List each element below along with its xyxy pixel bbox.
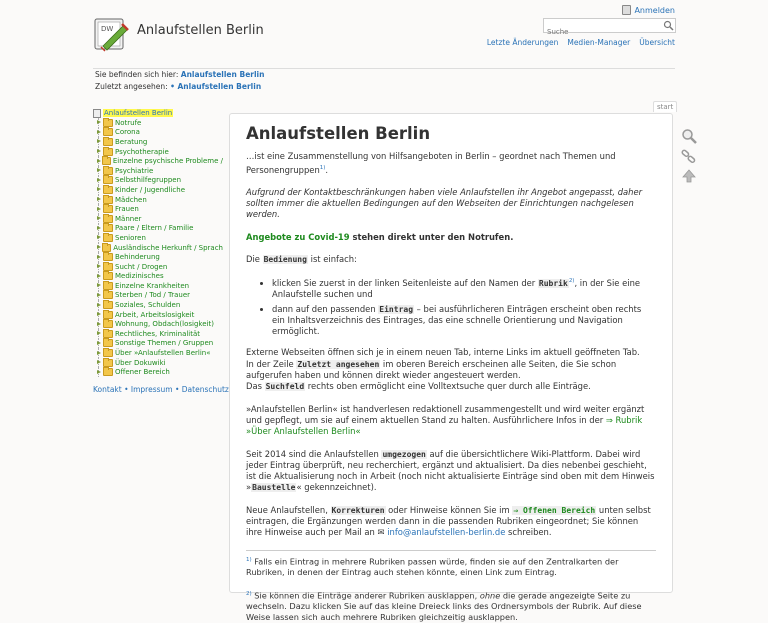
expand-triangle-icon[interactable] bbox=[96, 235, 101, 240]
folder-icon bbox=[103, 263, 113, 271]
sidebar-item[interactable] bbox=[93, 300, 223, 310]
migration-paragraph: Seit 2014 sind die Anlaufstellen umgezogen auf die übersichtlichere Wiki-Plattform. Dabei wird jeder Eintrag überprüft, neu recherchiert, ergänzt und aktualisiert. Da dies nebenbei geschieht, ist die Aktualisierung noch in Arbeit (noch nicht aktualisierte Einträge sind oben mit dem Hinweis »Baustelle« gekennzeichnet). bbox=[246, 448, 655, 493]
covid-link[interactable]: Angebote zu Covid-19 bbox=[246, 231, 350, 242]
footnote-ref-2[interactable]: 2) bbox=[568, 278, 575, 285]
about-paragraph: »Anlaufstellen Berlin« ist handverlesen redaktionell zusammengestellt und wird weiter ergänzt und gepflegt, um sie auf einem aktuellen Stand zu halten. Ausführlichere Infos in der ⇒ Rubrik »Über Anlaufstellen Berlin« bbox=[246, 403, 645, 437]
expand-triangle-icon[interactable] bbox=[96, 197, 101, 202]
sidebar-item[interactable] bbox=[93, 348, 223, 358]
expand-triangle-icon[interactable] bbox=[96, 216, 101, 221]
sidebar-item-label[interactable]: Beratung bbox=[115, 137, 148, 146]
expand-triangle-icon[interactable] bbox=[96, 207, 101, 212]
sidebar-item[interactable] bbox=[93, 358, 223, 368]
header-divider bbox=[93, 68, 675, 69]
sidebar-item-label[interactable]: Einzelne psychische Probleme / bbox=[112, 157, 223, 166]
folder-icon bbox=[103, 368, 113, 376]
expand-triangle-icon[interactable] bbox=[96, 245, 100, 250]
sidebar-item-label[interactable]: Wohnung, Obdach(losigkeit) bbox=[115, 320, 214, 329]
notice-paragraph: Aufgrund der Kontaktbeschränkungen haben viele Anlaufstellen ihr Angebot angepasst, daher sollten immer die aktuellen Bedingungen auf den Webseiten der Einrichtungen nachgelesen werden. bbox=[246, 186, 643, 220]
folder-icon bbox=[103, 291, 113, 299]
sidebar-item[interactable] bbox=[93, 176, 223, 186]
sidebar-item-label[interactable]: Sterben / Tod / Trauer bbox=[115, 291, 191, 300]
sidebar-item-label[interactable]: Soziales, Schulden bbox=[115, 301, 181, 310]
folder-icon bbox=[103, 301, 113, 309]
sidebar-item[interactable] bbox=[93, 128, 223, 138]
login-link[interactable] bbox=[622, 5, 675, 15]
folder-icon bbox=[103, 359, 113, 367]
sidebar-item-label[interactable]: Notrufe bbox=[115, 118, 142, 127]
search-input[interactable] bbox=[544, 26, 659, 39]
footnote-backlink-2[interactable]: 2) bbox=[246, 590, 252, 597]
footnote-ref-1[interactable]: 1) bbox=[319, 164, 326, 171]
sidebar-item-label[interactable]: Ausländische Herkunft / Sprach bbox=[113, 243, 223, 252]
folder-icon bbox=[103, 148, 113, 156]
sidebar-item[interactable] bbox=[93, 367, 223, 377]
sidebar-item[interactable] bbox=[93, 166, 223, 176]
sidebar-item[interactable] bbox=[93, 262, 223, 272]
sidebar-item[interactable] bbox=[93, 195, 223, 205]
mail-icon: ✉ bbox=[377, 527, 388, 538]
folder-icon bbox=[103, 272, 113, 280]
sidebar-nav bbox=[93, 108, 223, 377]
sidebar-item-label[interactable]: Über Dokuwiki bbox=[115, 358, 166, 367]
intro-paragraph: …ist eine Zusammenstellung von Hilfsangeboten in Berlin – geordnet nach Themen und Personengruppen$^{1)}$. bbox=[246, 151, 616, 175]
page-id-tab: start bbox=[653, 101, 677, 112]
expand-triangle-icon[interactable] bbox=[96, 312, 101, 317]
sidebar-item[interactable] bbox=[93, 291, 223, 301]
sidebar-item-label[interactable]: Frauen bbox=[115, 205, 139, 214]
recent-label: Zuletzt angesehen: bbox=[95, 82, 168, 91]
expand-triangle-icon[interactable] bbox=[96, 370, 101, 375]
usage-list bbox=[246, 276, 656, 337]
open-area-link[interactable]: ⇒ Offenen Bereich bbox=[513, 505, 596, 515]
mail-link[interactable]: info@anlaufstellen-berlin.de bbox=[387, 527, 506, 538]
footnote-divider bbox=[246, 550, 656, 551]
page-tools bbox=[681, 128, 697, 188]
links-paragraph: Externe Webseiten öffnen sich je in einem neuen Tab, interne Links im aktuell geöffneten Tab. In der Zeile Zuletzt angesehen im oberen Bereich erscheinen alle Seiten, die Sie schon aufgerufen haben und können direkt wieder angesteuert werden. Das Suchfeld rechts oben ermöglicht eine Volltextsuche quer durch alle Einträge. bbox=[246, 347, 640, 392]
folder-icon bbox=[103, 167, 113, 175]
folder-icon bbox=[103, 282, 113, 290]
media-manager-link[interactable]: Medien-Manager bbox=[567, 38, 631, 47]
sidebar-item-label[interactable]: Sonstige Themen / Gruppen bbox=[115, 339, 214, 348]
about-link[interactable]: ⇒ Rubrik »Über Anlaufstellen Berlin« bbox=[246, 414, 643, 437]
expand-triangle-icon[interactable] bbox=[96, 360, 101, 365]
sidebar-item-label[interactable]: Senioren bbox=[115, 233, 146, 242]
folder-icon bbox=[102, 157, 111, 165]
sidebar-item-label[interactable]: Medizinisches bbox=[115, 272, 164, 281]
expand-triangle-icon[interactable] bbox=[96, 139, 101, 144]
folder-icon bbox=[103, 186, 113, 194]
sidebar-item-label[interactable]: Über »Anlaufstellen Berlin« bbox=[115, 349, 211, 358]
breadcrumb-recent bbox=[95, 82, 261, 91]
folder-icon bbox=[103, 253, 113, 261]
back-to-top-icon[interactable] bbox=[681, 168, 697, 184]
tree-root[interactable] bbox=[93, 108, 223, 118]
magnifier-icon[interactable] bbox=[681, 128, 697, 144]
sidebar-item[interactable] bbox=[93, 118, 223, 128]
sidebar-item-label[interactable]: Arbeit, Arbeitslosigkeit bbox=[115, 310, 195, 319]
sidebar-item-label[interactable]: Einzelne Krankheiten bbox=[115, 281, 190, 290]
dokuwiki-logo-icon[interactable] bbox=[93, 16, 131, 54]
folder-icon bbox=[103, 311, 113, 319]
folder-icon bbox=[102, 244, 111, 252]
folder-icon bbox=[103, 330, 113, 338]
sidebar-item-label[interactable]: Selbsthilfegruppen bbox=[115, 176, 182, 185]
expand-triangle-icon[interactable] bbox=[96, 159, 100, 164]
sidebar-item[interactable] bbox=[93, 147, 223, 157]
user-tools bbox=[487, 38, 675, 47]
folder-icon bbox=[103, 215, 113, 223]
folder-icon bbox=[103, 205, 113, 213]
sidebar-item[interactable] bbox=[93, 204, 223, 214]
expand-triangle-icon[interactable] bbox=[96, 168, 101, 173]
folder-icon bbox=[103, 196, 113, 204]
expand-triangle-icon[interactable] bbox=[96, 149, 101, 154]
sidebar-item[interactable] bbox=[93, 281, 223, 291]
list-item: • klicken Sie zuerst in der linken Seitenleiste auf den Namen der Rubrik$^{2)}$, in der Sie eine Anlaufstelle suchen und bbox=[272, 276, 656, 300]
footnote-1: $^{1)}$ Falls ein Eintrag in mehrere Rubriken passen würde, finden sie auf den Zentralkarten der Rubriken, in denen der Eintrag auch stehen könnte, einen Link zum Eintrag. bbox=[246, 556, 619, 578]
expand-triangle-icon[interactable] bbox=[96, 178, 101, 183]
sidebar-item[interactable] bbox=[93, 319, 223, 329]
sidebar-item[interactable] bbox=[93, 233, 223, 243]
sidebar-item-label[interactable]: Kinder / Jugendliche bbox=[115, 185, 186, 194]
sidebar-item[interactable] bbox=[93, 137, 223, 147]
expand-triangle-icon[interactable] bbox=[96, 293, 101, 298]
recent-link[interactable]: • Anlaufstellen Berlin bbox=[170, 82, 262, 91]
lock-icon bbox=[622, 5, 631, 15]
expand-triangle-icon[interactable] bbox=[96, 120, 101, 125]
backlinks-icon[interactable] bbox=[681, 148, 697, 164]
sidebar-item[interactable] bbox=[93, 185, 223, 195]
expand-triangle-icon[interactable] bbox=[96, 351, 101, 356]
usage-paragraph: Die Bedienung ist einfach: bbox=[246, 253, 357, 264]
expand-triangle-icon[interactable] bbox=[96, 341, 101, 346]
sidebar-item-label[interactable]: Rechtliches, Kriminalität bbox=[115, 329, 201, 338]
folder-icon bbox=[103, 349, 113, 357]
expand-triangle-icon[interactable] bbox=[96, 303, 101, 308]
sidebar-item-label[interactable]: Mädchen bbox=[115, 195, 147, 204]
sidebar-item-label[interactable]: Sucht / Drogen bbox=[115, 262, 168, 271]
breadcrumb-label: Sie befinden sich hier: bbox=[95, 70, 179, 79]
expand-triangle-icon[interactable] bbox=[96, 187, 101, 192]
sidebar-item[interactable] bbox=[93, 310, 223, 320]
folder-icon bbox=[103, 128, 113, 136]
sidebar-item-label[interactable]: Psychotherapie bbox=[115, 147, 169, 156]
folder-icon bbox=[103, 339, 113, 347]
page-content bbox=[229, 113, 673, 623]
sidebar-item-label[interactable]: Behinderung bbox=[115, 253, 160, 262]
expand-triangle-icon[interactable] bbox=[96, 283, 101, 288]
footnote-backlink-1[interactable]: 1) bbox=[246, 556, 252, 563]
sidebar-item[interactable] bbox=[93, 214, 223, 224]
folder-icon bbox=[103, 138, 113, 146]
sidebar-item[interactable] bbox=[93, 252, 223, 262]
login-label[interactable]: Anmelden bbox=[634, 5, 675, 15]
sidebar-item-label[interactable]: Männer bbox=[115, 214, 142, 223]
sidebar-item[interactable] bbox=[93, 272, 223, 282]
breadcrumb-trace bbox=[95, 70, 264, 79]
folder-icon bbox=[103, 119, 113, 127]
sidebar-item[interactable] bbox=[93, 329, 223, 339]
sidebar-item-label[interactable]: Corona bbox=[115, 128, 140, 137]
covid-paragraph: Angebote zu Covid-19 stehen direkt unter den Notrufen. bbox=[246, 231, 514, 242]
expand-triangle-icon[interactable] bbox=[96, 130, 101, 135]
folder-icon bbox=[103, 320, 113, 328]
sidebar-item-label[interactable]: Offener Bereich bbox=[115, 368, 170, 377]
sidebar-item[interactable] bbox=[93, 156, 223, 166]
sidebar-item[interactable] bbox=[93, 339, 223, 349]
folder-icon bbox=[103, 176, 113, 184]
sidebar-item-label[interactable]: Psychiatrie bbox=[115, 166, 154, 175]
expand-triangle-icon[interactable] bbox=[96, 264, 101, 269]
expand-triangle-icon[interactable] bbox=[96, 255, 101, 260]
sitemap-link[interactable]: Übersicht bbox=[639, 38, 675, 47]
sidebar-item[interactable] bbox=[93, 224, 223, 234]
footer-links[interactable]: Kontakt • Impressum • Datenschutz bbox=[93, 385, 229, 394]
folder-icon bbox=[103, 234, 113, 242]
sidebar-item[interactable] bbox=[93, 243, 223, 253]
search-icon[interactable] bbox=[663, 20, 674, 31]
expand-triangle-icon[interactable] bbox=[96, 331, 101, 336]
search-box bbox=[543, 18, 676, 33]
contribute-paragraph: Neue Anlaufstellen, Korrekturen oder Hinweise können Sie im ⇒ Offenen Bereich unten selbst eintragen, die Ergänzungen werden dann in die passenden Rubriken eingeordnet; Sie können ihre Hinweise auch per Mail an ✉ info@anlaufstellen-berlin.de schreiben. bbox=[246, 504, 651, 538]
breadcrumb-link[interactable]: Anlaufstellen Berlin bbox=[180, 70, 265, 79]
site-title[interactable]: Anlaufstellen Berlin bbox=[137, 23, 264, 38]
expand-triangle-icon[interactable] bbox=[96, 322, 101, 327]
page-title: Anlaufstellen Berlin bbox=[246, 124, 431, 143]
sidebar-item-label[interactable]: Paare / Eltern / Familie bbox=[115, 224, 194, 233]
list-item: • dann auf den passenden Eintrag – bei ausführlicheren Einträgen erscheint oben rechts ein Inhaltsverzeichnis des Eintrages, das eine schnelle Orientierung und Navigation ermöglicht. bbox=[272, 304, 656, 338]
tree-root-label[interactable]: Anlaufstellen Berlin bbox=[104, 109, 173, 117]
svg-text:DW: DW bbox=[101, 25, 114, 33]
folder-icon bbox=[103, 224, 113, 232]
page-icon bbox=[93, 109, 101, 118]
footnote-2: $^{2)}$ Sie können die Einträge anderer Rubriken ausklappen, ohne die gerade angezeigte Seite zu wechseln. Dazu klicken Sie auf das kleine Dreieck links des Ordnersymbols der Rubrik. Auf diese Weise lassen sich auch mehrere Rubriken gleichzeitig ausklappen. bbox=[246, 590, 642, 623]
expand-triangle-icon[interactable] bbox=[96, 274, 101, 279]
expand-triangle-icon[interactable] bbox=[96, 226, 101, 231]
recent-changes-link[interactable]: Letzte Änderungen bbox=[486, 38, 559, 47]
